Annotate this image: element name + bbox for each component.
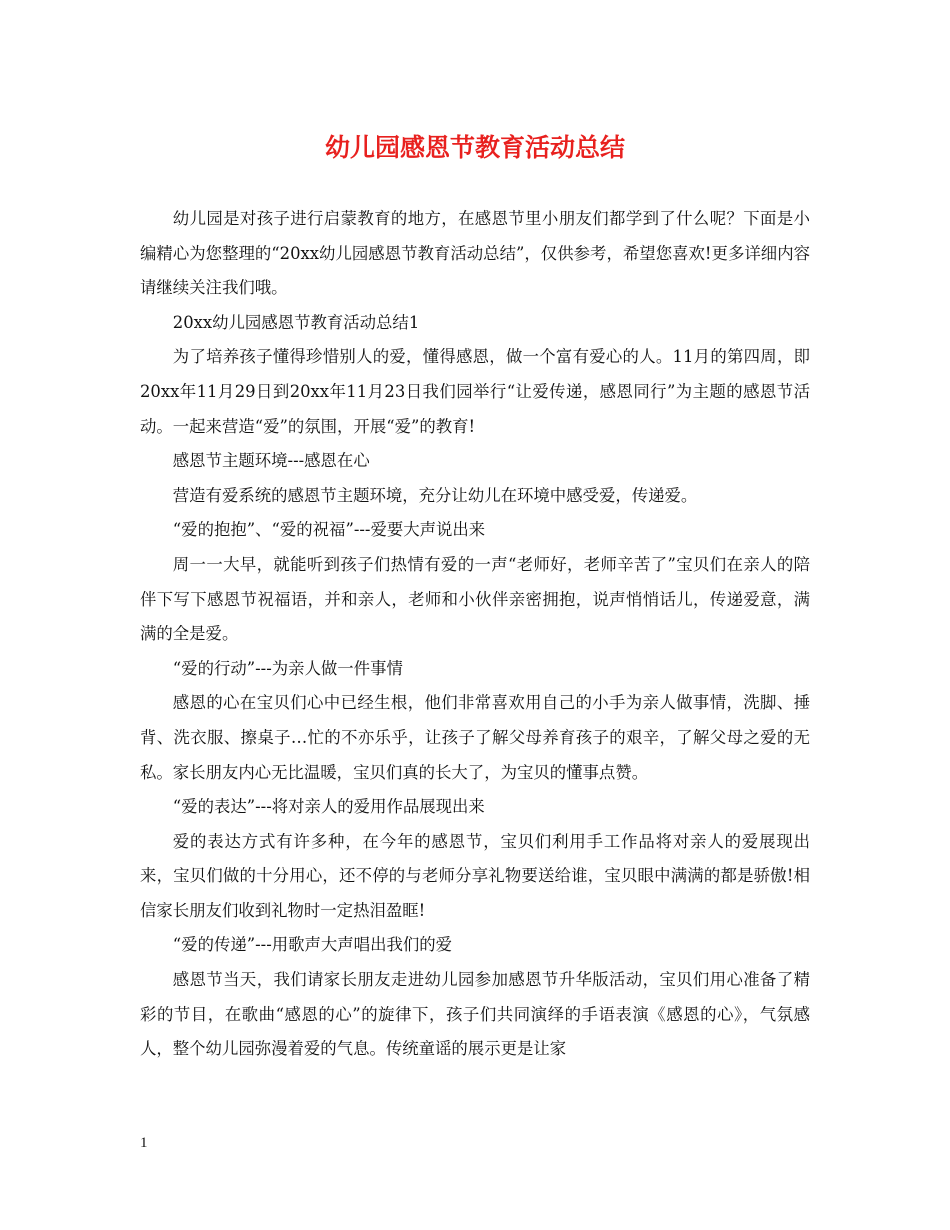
document-title: 幼儿园感恩节教育活动总结 [324, 133, 625, 162]
paragraph-love-action: 感恩的心在宝贝们心中已经生根，他们非常喜欢用自己的小手为亲人做事情，洗脚、捶背、洗衣服、擦桌子…忙的不亦乐乎，让孩子了解父母养育孩子的艰辛，了解父母之爱的无私。家长朋友内心无比温暖，宝贝们真的长大了，为宝贝的懂事点赞。 [140, 693, 810, 782]
subheading-love-action: “爱的行动”---为亲人做一件事情 [172, 658, 403, 678]
subheading-love-expression: “爱的表达”---将对亲人的爱用作品展现出来 [172, 797, 485, 817]
subheading-theme-environment: 感恩节主题环境---感恩在心 [172, 451, 370, 471]
subheading-love-hug: “爱的抱抱”、“爱的祝福”---爱要大声说出来 [172, 520, 486, 540]
paragraph-love-hug: 周一一大早，就能听到孩子们热情有爱的一声“老师好，老师辛苦了”宝贝们在亲人的陪伴下写下感恩节祝福语，并和亲人，老师和小伙伴亲密拥抱，说声悄悄话儿，传递爱意，满满的全是爱。 [140, 554, 810, 644]
paragraph-purpose: 为了培养孩子懂得珍惜别人的爱，懂得感恩，做一个富有爱心的人。11月的第四周，即20xx年11月29日到20xx年11月23日我们园举行“让爱传递，感恩同行”为主题的感恩节活动。一起来营造“爱”的氛围，开展“爱”的教育! [140, 347, 810, 436]
paragraph-love-expression: 爱的表达方式有许多种，在今年的感恩节，宝贝们利用手工作品将对亲人的爱展现出来，宝贝们做的十分用心，还不停的与老师分享礼物要送给谁，宝贝眼中满满的都是骄傲!相信家长朋友们收到礼物时一定热泪盈眶! [140, 831, 810, 920]
paragraph-theme-environment: 营造有爱系统的感恩节主题环境，充分让幼儿在环境中感受爱，传递爱。 [172, 485, 698, 505]
document-body [140, 202, 810, 1067]
page-number: 1 [140, 1135, 148, 1151]
section-heading-summary-1: 20xx幼儿园感恩节教育活动总结1 [172, 312, 420, 332]
subheading-love-transmission: “爱的传递”---用歌声大声唱出我们的爱 [172, 935, 453, 955]
paragraph-love-transmission: 感恩节当天，我们请家长朋友走进幼儿园参加感恩节升华版活动，宝贝们用心准备了精彩的节目，在歌曲“感恩的心”的旋律下，孩子们共同演绎的手语表演《感恩的心》，气氛感人，整个幼儿园弥漫着爱的气息。传统童谣的展示更是让家 [140, 970, 810, 1059]
paragraph-intro: 幼儿园是对孩子进行启蒙教育的地方，在感恩节里小朋友们都学到了什么呢？下面是小编精心为您整理的“20xx幼儿园感恩节教育活动总结”，仅供参考，希望您喜欢!更多详细内容请继续关注我们哦。 [140, 209, 810, 298]
